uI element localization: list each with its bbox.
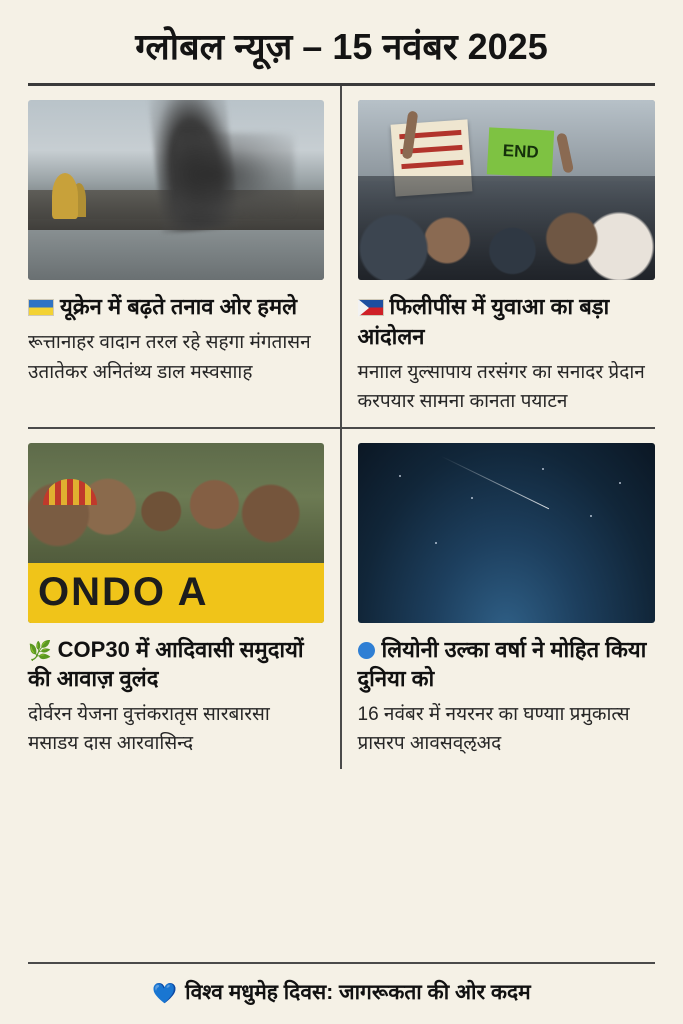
story-body-4: 16 नवंबर में नयरनर का घण्याा प्रमुकात्स प्रासरप आवसव्ऌअद	[357, 704, 630, 755]
meteor-streak	[441, 456, 549, 510]
indigenous-march-photo	[28, 443, 324, 623]
leaf-icon: 🌿	[28, 640, 52, 662]
story-body-2: मनााल युल्सापाय तरसंगर का सनादर प्रेदान करपयार सामना कानता पयाटन	[357, 361, 645, 413]
golden-dome-icon	[52, 173, 78, 219]
star	[471, 497, 473, 499]
story-headline-2	[358, 292, 656, 351]
philippines-flag-icon	[358, 299, 384, 316]
smoke-over-city-photo	[28, 100, 324, 280]
page-header	[28, 0, 655, 86]
story-headline-3	[28, 635, 324, 694]
story-headline-1	[28, 292, 324, 322]
marchers-area	[28, 453, 324, 565]
footer-headline-text: विश्व मधुमेह दिवस: जागरूकता की ओर कदम	[185, 981, 531, 1004]
protest-banner	[28, 563, 324, 622]
story-grid	[28, 86, 655, 769]
blue-circle-icon	[358, 642, 375, 659]
story-card-1[interactable]	[28, 86, 342, 428]
page-footer	[28, 962, 655, 1024]
story-headline-text-4: लियोनी उल्का वर्षा ने मोहित किया दुनिया को	[357, 636, 647, 692]
smoke-plume-secondary	[176, 133, 294, 216]
night-sky-meteor-photo	[358, 443, 656, 623]
page-title: ग्लोबल न्यूज़ – 15 नवंबर 2025	[135, 26, 548, 67]
ukraine-flag-icon	[28, 299, 54, 316]
youth-protest-photo	[358, 100, 656, 280]
story-body-1: रूत्तानाहर वादान तरल रहे सहगा मंगतासन उतातेकर अनितंथ्य डाल मस्वसााह	[28, 332, 311, 383]
story-card-2[interactable]	[342, 86, 656, 428]
star	[399, 475, 401, 477]
heart-icon: 💙	[152, 983, 178, 1005]
star	[435, 542, 437, 544]
crowd-area	[358, 176, 656, 280]
story-card-3[interactable]	[28, 429, 342, 769]
protest-placard-end: END	[487, 128, 555, 178]
story-card-4[interactable]	[342, 429, 656, 769]
star	[590, 515, 592, 517]
story-headline-text-1: यूक्रेन में बढ़ते तनाव ओर हमले	[60, 294, 298, 320]
story-headline-4	[358, 635, 656, 694]
star	[542, 468, 544, 470]
story-body-3: दोर्वरन येजना वुत्तंकरातृस सारबारसा मसाडय दास आरवासिन्द	[28, 704, 270, 755]
story-headline-text-2: फिलीपींस में युवाआ का बड़ा आंदोलन	[357, 294, 610, 350]
star	[619, 482, 621, 484]
footer-headline	[28, 978, 655, 1006]
story-headline-text-3: COP30 में आदिवासी समुदायों की आवाज़ वुलंद	[28, 636, 304, 692]
protest-banner-text: ONDO A	[38, 570, 209, 615]
